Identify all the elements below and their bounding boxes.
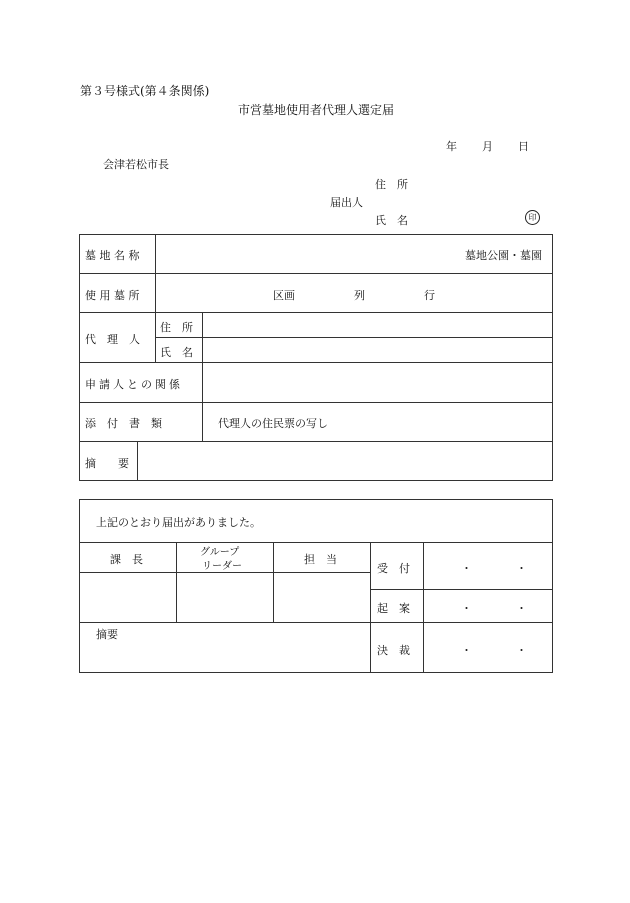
applicant-name-label: 氏 名 — [375, 214, 408, 227]
summary-label: 摘 要 — [85, 457, 129, 470]
drafted-label: 起 案 — [377, 602, 410, 615]
group-leader-label-line1: グループ — [200, 547, 240, 558]
page-title: 市営墓地使用者代理人選定届 — [238, 103, 395, 117]
agent-address-label: 住 所 — [160, 321, 193, 334]
approved-label: 決 裁 — [377, 644, 410, 657]
date-month-label: 月 — [482, 140, 493, 153]
attachment-value: 代理人の住民票の写し — [218, 417, 328, 430]
cemetery-name-value: 墓地公園・墓園 — [465, 249, 542, 262]
plot-section-label: 区画 — [273, 289, 295, 302]
received-date-dots: ・ ・ — [461, 562, 527, 575]
group-leader-label-line2: リーダー — [202, 561, 242, 572]
in-charge-label: 担 当 — [304, 553, 337, 566]
approved-date-dots: ・ ・ — [461, 644, 527, 657]
date-year-label: 年 — [446, 140, 457, 153]
plot-line-label: 行 — [424, 289, 435, 302]
relation-label: 申請人との関係 — [85, 378, 183, 391]
office-summary-label: 摘要 — [96, 628, 118, 641]
received-label: 受 付 — [377, 562, 410, 575]
form-number: 第３号様式(第４条関係) — [80, 84, 210, 98]
notice-text: 上記のとおり届出がありました。 — [96, 516, 261, 529]
plot-label: 使 用 墓 所 — [85, 289, 140, 302]
agent-label: 代 理 人 — [85, 333, 140, 346]
attachment-label: 添 付 書 類 — [85, 417, 162, 430]
drafted-date-dots: ・ ・ — [461, 602, 527, 615]
agent-name-label: 氏 名 — [160, 346, 193, 359]
cemetery-name-label: 墓 地 名 称 — [85, 249, 140, 262]
chief-label: 課 長 — [110, 553, 143, 566]
applicant-label: 届出人 — [330, 196, 363, 209]
addressee: 会津若松市長 — [103, 158, 169, 171]
seal-icon: 印 — [525, 210, 540, 225]
applicant-address-label: 住 所 — [375, 178, 408, 191]
plot-row-label: 列 — [354, 289, 365, 302]
date-day-label: 日 — [518, 140, 529, 153]
